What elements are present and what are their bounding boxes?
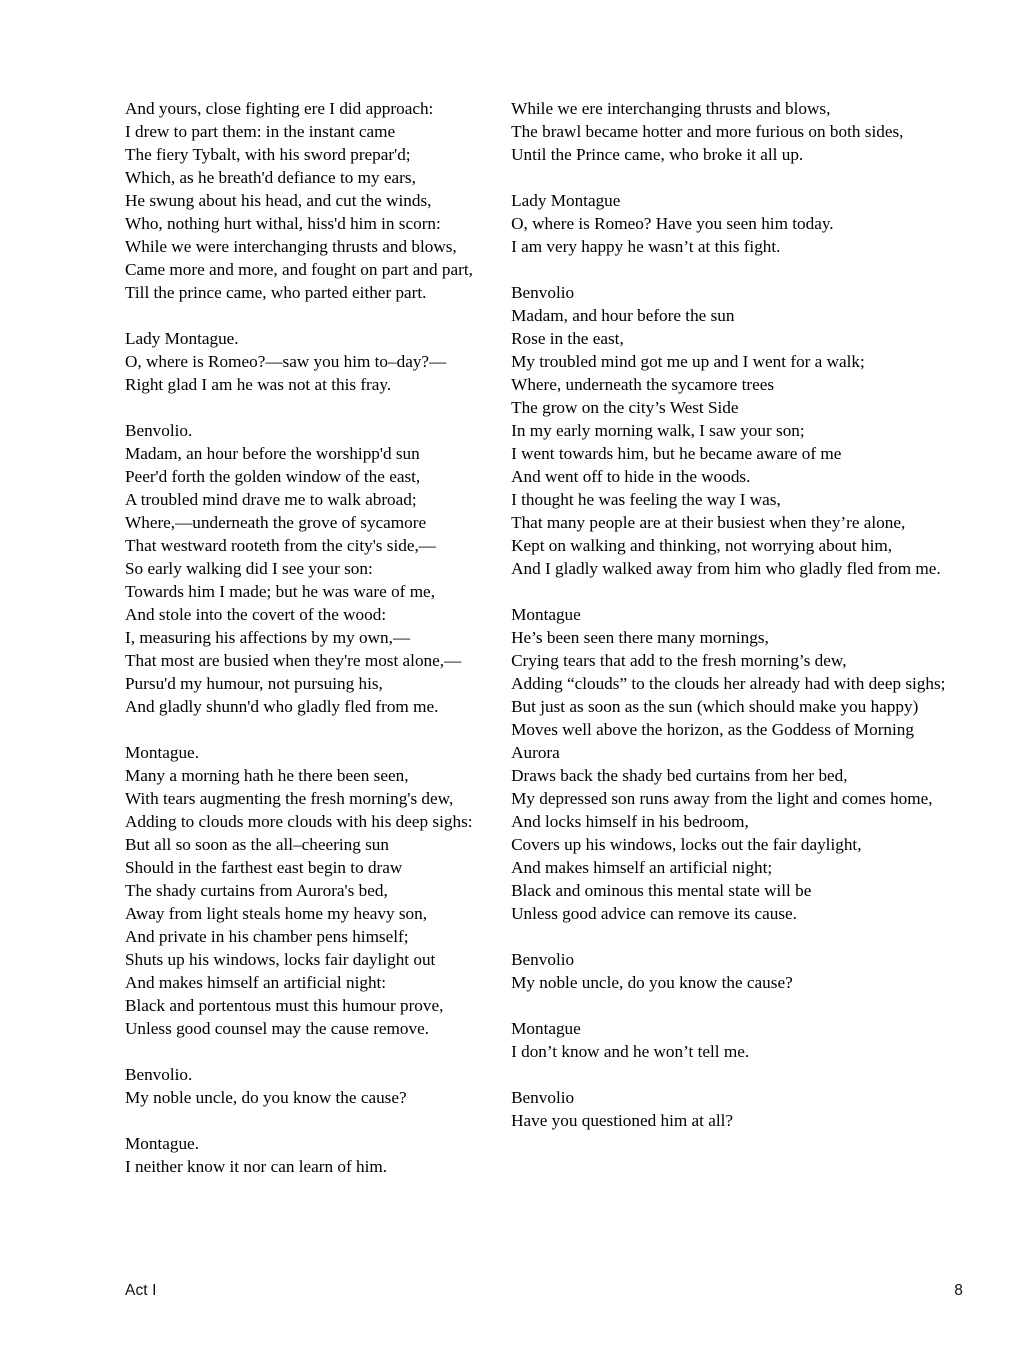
dialogue-line: And private in his chamber pens himself; [125,927,409,946]
dialogue-line: Black and ominous this mental state will be [511,881,812,900]
dialogue-line: Came more and more, and fought on part and part, [125,260,473,279]
dialogue-line: And makes himself an artificial night: [125,973,387,992]
dialogue-line: With tears augmenting the fresh morning's dew, [125,789,454,808]
dialogue-line: But just as soon as the sun (which should make you happy) [511,697,919,716]
dialogue-line: Crying tears that add to the fresh morning’s dew, [511,651,847,670]
dialogue-line: O, where is Romeo? Have you seen him today. [511,214,834,233]
dialogue-line: Adding “clouds” to the clouds her already had with deep sighs; [511,674,946,693]
dialogue-line: But all so soon as the all–cheering sun [125,835,389,854]
speaker-name: Montague [511,605,581,624]
right-column-modern-translation [511,97,965,1132]
dialogue-line: And locks himself in his bedroom, [511,812,749,831]
dialogue-line: While we ere interchanging thrusts and blows, [511,99,831,118]
dialogue-line: Many a morning hath he there been seen, [125,766,409,785]
dialogue-line: Moves well above the horizon, as the Goddess of Morning Aurora [511,720,918,762]
dialogue-line: And stole into the covert of the wood: [125,605,387,624]
dialogue-line: I drew to part them: in the instant came [125,122,396,141]
speech-block [511,189,965,258]
dialogue-line: The shady curtains from Aurora's bed, [125,881,388,900]
speaker-name: Benvolio. [125,421,193,440]
dialogue-line: My troubled mind got me up and I went for a walk; [511,352,865,371]
dialogue-line: And gladly shunn'd who gladly fled from me. [125,697,439,716]
dialogue-line: And went off to hide in the woods. [511,467,751,486]
dialogue-line: Which, as he breath'd defiance to my ears, [125,168,416,187]
dialogue-line: Where, underneath the sycamore trees [511,375,775,394]
dialogue-line: Unless good counsel may the cause remove. [125,1019,430,1038]
dialogue-line: That westward rooteth from the city's side,–– [125,536,436,555]
dialogue-line: Have you questioned him at all? [511,1111,734,1130]
speaker-name: Montague. [125,1134,199,1153]
dialogue-line: Madam, and hour before the sun [511,306,735,325]
dialogue-line: Who, nothing hurt withal, hiss'd him in scorn: [125,214,441,233]
speech-block [125,1063,501,1109]
dialogue-line: He swung about his head, and cut the winds, [125,191,432,210]
two-column-text-body [125,97,965,1178]
dialogue-line: I don’t know and he won’t tell me. [511,1042,750,1061]
dialogue-line: Unless good advice can remove its cause. [511,904,797,923]
speaker-name: Benvolio [511,950,575,969]
dialogue-line: Till the prince came, who parted either part. [125,283,427,302]
dialogue-line: Black and portentous must this humour prove, [125,996,444,1015]
dialogue-line: The fiery Tybalt, with his sword prepar'd; [125,145,411,164]
dialogue-line: I thought he was feeling the way I was, [511,490,781,509]
speech-block [511,948,965,994]
dialogue-line: Peer'd forth the golden window of the east, [125,467,421,486]
dialogue-line: Until the Prince came, who broke it all up. [511,145,804,164]
speaker-name: Benvolio. [125,1065,193,1084]
speaker-name: Benvolio [511,1088,575,1107]
dialogue-line: He’s been seen there many mornings, [511,628,769,647]
dialogue-line: Kept on walking and thinking, not worrying about him, [511,536,893,555]
speech-block [125,1132,501,1178]
footer-page-number: 8 [954,1282,963,1299]
dialogue-line: The grow on the city’s West Side [511,398,739,417]
dialogue-line: I went towards him, but he became aware of me [511,444,842,463]
dialogue-line: Shuts up his windows, locks fair daylight out [125,950,436,969]
dialogue-line: Away from light steals home my heavy son, [125,904,428,923]
dialogue-line: And I gladly walked away from him who gladly fled from me. [511,559,941,578]
dialogue-line: Should in the farthest east begin to draw [125,858,403,877]
dialogue-line: And yours, close fighting ere I did approach: [125,99,434,118]
speaker-name: Montague. [125,743,199,762]
dialogue-line: Towards him I made; but he was ware of me, [125,582,435,601]
speech-block [125,741,501,1040]
speech-block [125,419,501,718]
footer-act-label: Act I [125,1282,157,1299]
dialogue-line: Madam, an hour before the worshipp'd sun [125,444,420,463]
speaker-name: Lady Montague [511,191,621,210]
page-footer [125,1281,963,1301]
dialogue-line: A troubled mind drave me to walk abroad; [125,490,417,509]
dialogue-line: I, measuring his affections by my own,–– [125,628,411,647]
speaker-name: Benvolio [511,283,575,302]
dialogue-line: Where,––underneath the grove of sycamore [125,513,427,532]
dialogue-line: O, where is Romeo?––saw you him to–day?–– [125,352,447,371]
dialogue-line: So early walking did I see your son: [125,559,373,578]
speech-block [511,1086,965,1132]
dialogue-line: My depressed son runs away from the light and comes home, [511,789,933,808]
dialogue-line: In my early morning walk, I saw your son; [511,421,805,440]
dialogue-line: And makes himself an artificial night; [511,858,773,877]
dialogue-line: My noble uncle, do you know the cause? [511,973,793,992]
speech-block [511,1017,965,1063]
left-column-original-text [125,97,509,1178]
speech-block [125,327,501,396]
dialogue-line: Adding to clouds more clouds with his deep sighs: [125,812,473,831]
dialogue-line: Draws back the shady bed curtains from her bed, [511,766,848,785]
dialogue-line: The brawl became hotter and more furious on both sides, [511,122,904,141]
dialogue-line: Pursu'd my humour, not pursuing his, [125,674,383,693]
dialogue-line: That many people are at their busiest when they’re alone, [511,513,906,532]
speaker-name: Lady Montague. [125,329,239,348]
speaker-name: Montague [511,1019,581,1038]
speech-block [511,603,965,925]
dialogue-line: My noble uncle, do you know the cause? [125,1088,407,1107]
dialogue-line: That most are busied when they're most alone,–– [125,651,462,670]
speech-block [511,281,965,580]
dialogue-line: I am very happy he wasn’t at this fight. [511,237,781,256]
dialogue-line: While we were interchanging thrusts and blows, [125,237,457,256]
speech-block [511,97,965,166]
dialogue-line: Covers up his windows, locks out the fair daylight, [511,835,862,854]
dialogue-line: Rose in the east, [511,329,624,348]
dialogue-line: I neither know it nor can learn of him. [125,1157,388,1176]
speech-block [125,97,501,304]
dialogue-line: Right glad I am he was not at this fray. [125,375,392,394]
